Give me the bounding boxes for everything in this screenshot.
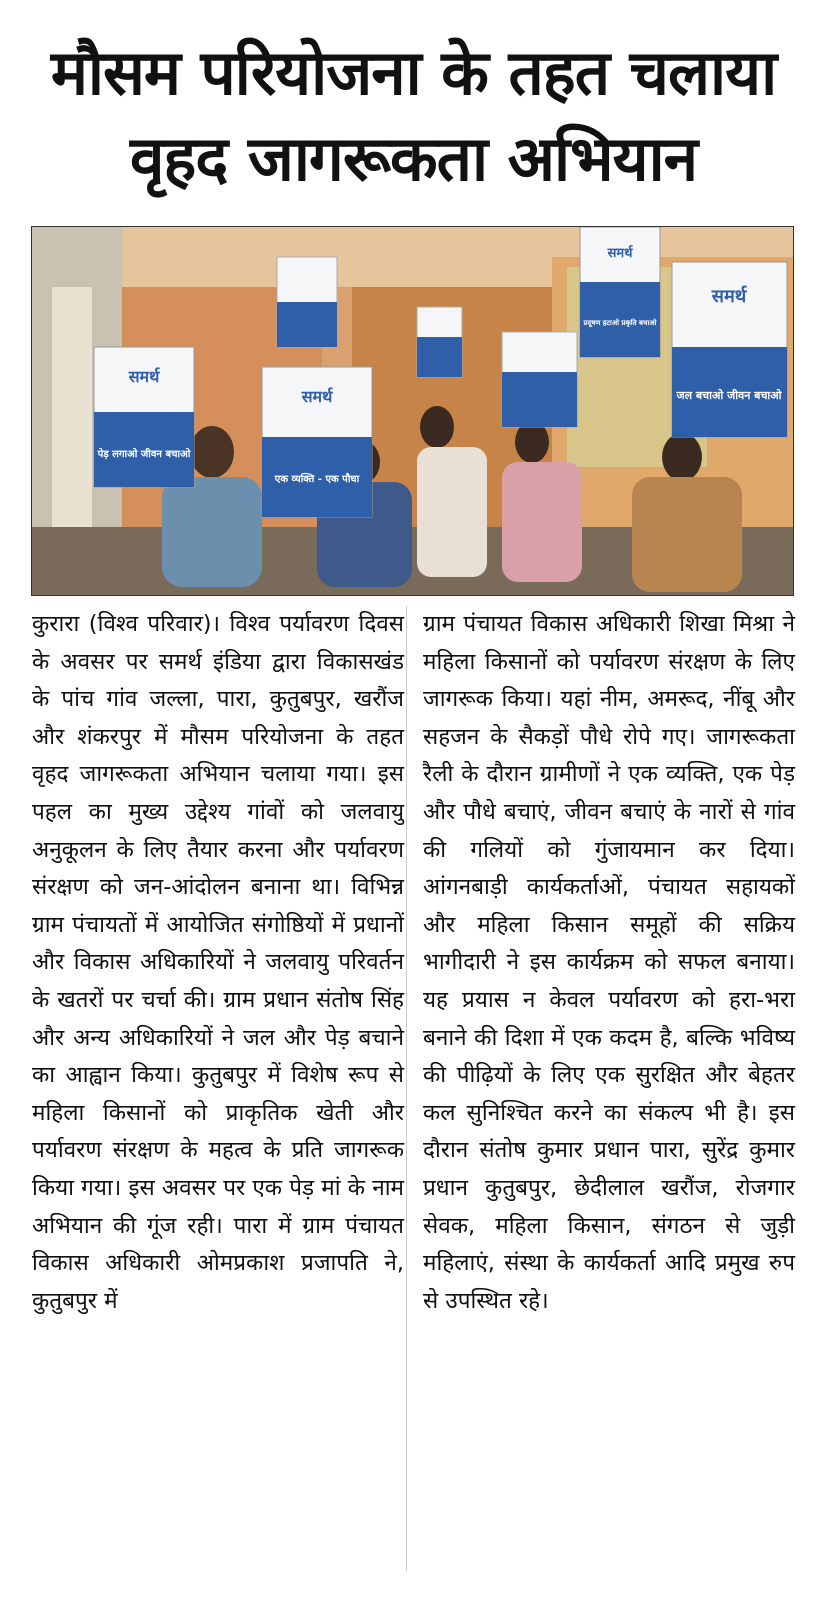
placard-3-slogan: प्रदूषण हटाओ प्रकृति बचाओ	[583, 319, 657, 327]
placard-2-slogan: एक व्यक्ति - एक पौधा	[274, 474, 360, 485]
article-column-2: ग्राम पंचायत विकास अधिकारी शिखा मिश्रा ने महिला किसानों को पर्यावरण संरक्षण के लिए जागरूक किया। यहां नीम, अमरूद, नींबू और सहजन के सैकड़ों पौधे रोपे गए। जागरूकता रैली के दौरान ग्रामीणों ने एक व्यक्ति, एक पेड़ और पौधे बचाएं, जीवन बचाएं के नारों से गांव की गलियों को गुंजायमान कर दिया। आंगनबाड़ी कार्यकर्ताओं, पंचायत सहायकों और महिला किसान समूहों की सक्रिय भागीदारी ने इस कार्यक्रम को सफल बनाया। यह प्रयास न केवल पर्यावरण को हरा-भरा बनाने की दिशा में एक कदम है, बल्कि भविष्य की पीढ़ियों के लिए एक सुरक्षित और बेहतर कल सुनिश्चित करने का संकल्प भी है। इस दौरान संतोष कुमार प्रधान पारा, सुरेंद्र कुमार प्रधान कुतुबपुर, छेदीलाल खरौंज, रोजगार सेवक, महिला किसान, संगठन से जुड़ी महिलाएं, संस्था के कार्यकर्ता आदि प्रमुख रुप से उपस्थित रहे।	[423, 611, 795, 1314]
headline	[0, 30, 827, 202]
placard-1-brand: समर्थ	[128, 367, 160, 386]
placard-4	[672, 262, 787, 437]
photo-illustration	[32, 227, 793, 595]
news-photo	[31, 226, 794, 596]
placard-2-brand: समर्थ	[301, 387, 333, 406]
placard-4-slogan: जल बचाओ जीवन बचाओ	[676, 389, 782, 402]
placard-3	[580, 227, 660, 357]
placard-1-slogan: पेड़ लगाओ जीवन बचाओ	[97, 449, 191, 460]
placard-1	[94, 347, 194, 487]
headline-line-2: वृहद जागरूकता अभियान	[129, 122, 698, 195]
placard-3-brand: समर्थ	[607, 246, 633, 261]
column-divider	[406, 606, 407, 1571]
headline-line-1: मौसम परियोजना के तहत चलाया	[50, 36, 777, 109]
placard-4-brand: समर्थ	[711, 286, 747, 307]
placard-2	[262, 367, 372, 517]
article-column-1: कुरारा (विश्व परिवार)। विश्व पर्यावरण दिवस के अवसर पर समर्थ इंडिया द्वारा विकासखंड के पांच गांव जल्ला, पारा, कुतुबपुर, खरौंज और शंकरपुर में मौसम परियोजना के तहत वृहद जागरूकता अभियान चलाया गया। इस पहल का मुख्य उद्देश्य गांवों को जलवायु अनुकूलन के लिए तैयार करना और पर्यावरण संरक्षण को जन-आंदोलन बनाना था। विभिन्न ग्राम पंचायतों में आयोजित संगोष्ठियों में प्रधानों और विकास अधिकारियों ने जलवायु परिवर्तन के खतरों पर चर्चा की। ग्राम प्रधान संतोष सिंह और अन्य अधिकारियों ने जल और पेड़ बचाने का आह्वान किया। कुतुबपुर में विशेष रूप से महिला किसानों को प्राकृतिक खेती और पर्यावरण संरक्षण के महत्व के प्रति जागरूक किया गया। इस अवसर पर एक पेड़ मां के नाम अभियान की गूंज रही। पारा में ग्राम पंचायत विकास अधिकारी ओमप्रकाश प्रजापति ने, कुतुबपुर में	[32, 611, 404, 1314]
